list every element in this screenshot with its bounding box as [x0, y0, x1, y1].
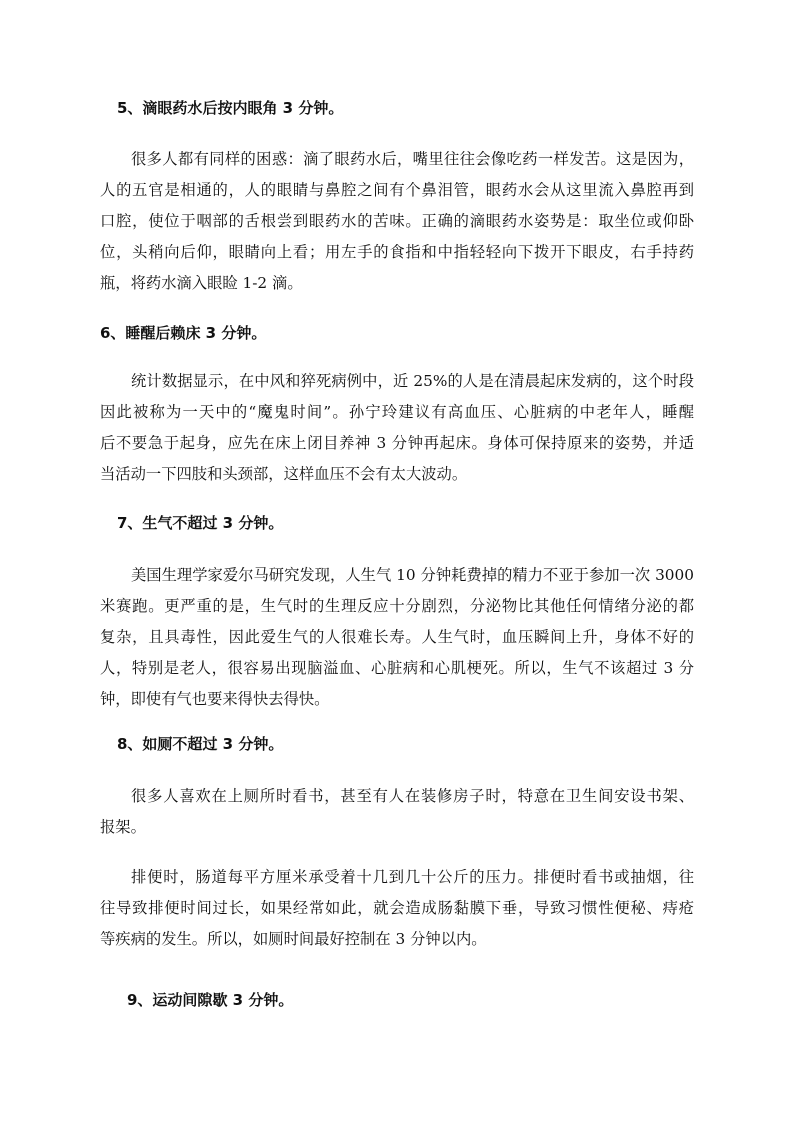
text-line: 等疾病的发生。所以，如厕时间最好控制在 3 分钟以内。 [100, 930, 487, 948]
text-line: 人，特别是老人，很容易出现脑溢血、心脏病和心肌梗死。所以，生气不该超过 3 分 [100, 659, 694, 677]
paragraph [100, 144, 694, 299]
heading-5: 5、滴眼药水后按内眼角 3 分钟。 [117, 99, 344, 117]
paragraph [100, 781, 694, 843]
text-line: 因此被称为一天中的“魔鬼时间”。孙宁玲建议有高血压、心脏病的中老年人，睡醒 [100, 403, 694, 421]
heading-7: 7、生气不超过 3 分钟。 [117, 514, 284, 532]
text-line: 位，头稍向后仰，眼睛向上看；用左手的食指和中指轻轻向下拨开下眼皮，右手持药 [100, 243, 694, 261]
text-line: 后不要急于起身，应先在床上闭目养神 3 分钟再起床。身体可保持原来的姿势，并适 [100, 434, 694, 452]
text-line: 往导致排便时间过长，如果经常如此，就会造成肠黏膜下垂，导致习惯性便秘、痔疮 [100, 899, 694, 917]
paragraph [100, 366, 694, 490]
text-line: 钟，即使有气也要来得快去得快。 [100, 690, 330, 708]
paragraph [100, 862, 694, 955]
text-line: 统计数据显示，在中风和猝死病例中，近 25%的人是在清晨起床发病的，这个时段 [131, 372, 694, 390]
text-line: 排便时，肠道每平方厘米承受着十几到几十公斤的压力。排便时看书或抽烟，往 [131, 868, 694, 886]
text-line: 口腔，使位于咽部的舌根尝到眼药水的苦味。正确的滴眼药水姿势是：取坐位或仰卧 [100, 212, 694, 230]
text-line: 很多人喜欢在上厕所时看书，甚至有人在装修房子时，特意在卫生间安设书架、 [131, 787, 694, 805]
heading-8: 8、如厕不超过 3 分钟。 [117, 735, 284, 753]
text-line: 米赛跑。更严重的是，生气时的生理反应十分剧烈，分泌物比其他任何情绪分泌的都 [100, 597, 694, 615]
text-line: 复杂，且具毒性，因此爱生气的人很难长寿。人生气时，血压瞬间上升，身体不好的 [100, 628, 694, 646]
text-line: 报架。 [100, 818, 146, 836]
text-line: 瓶，将药水滴入眼睑 1-2 滴。 [100, 274, 303, 292]
text-line: 美国生理学家爱尔马研究发现，人生气 10 分钟耗费掉的精力不亚于参加一次 3000 [131, 566, 694, 584]
text-line: 人的五官是相通的，人的眼睛与鼻腔之间有个鼻泪管，眼药水会从这里流入鼻腔再到 [100, 181, 694, 199]
text-line: 当活动一下四肢和头颈部，这样血压不会有太大波动。 [100, 465, 468, 483]
text-line: 很多人都有同样的困惑：滴了眼药水后，嘴里往往会像吃药一样发苦。这是因为， [131, 150, 694, 168]
heading-6: 6、睡醒后赖床 3 分钟。 [100, 324, 267, 342]
heading-9: 9、运动间隙歇 3 分钟。 [127, 991, 294, 1009]
paragraph [100, 560, 694, 715]
